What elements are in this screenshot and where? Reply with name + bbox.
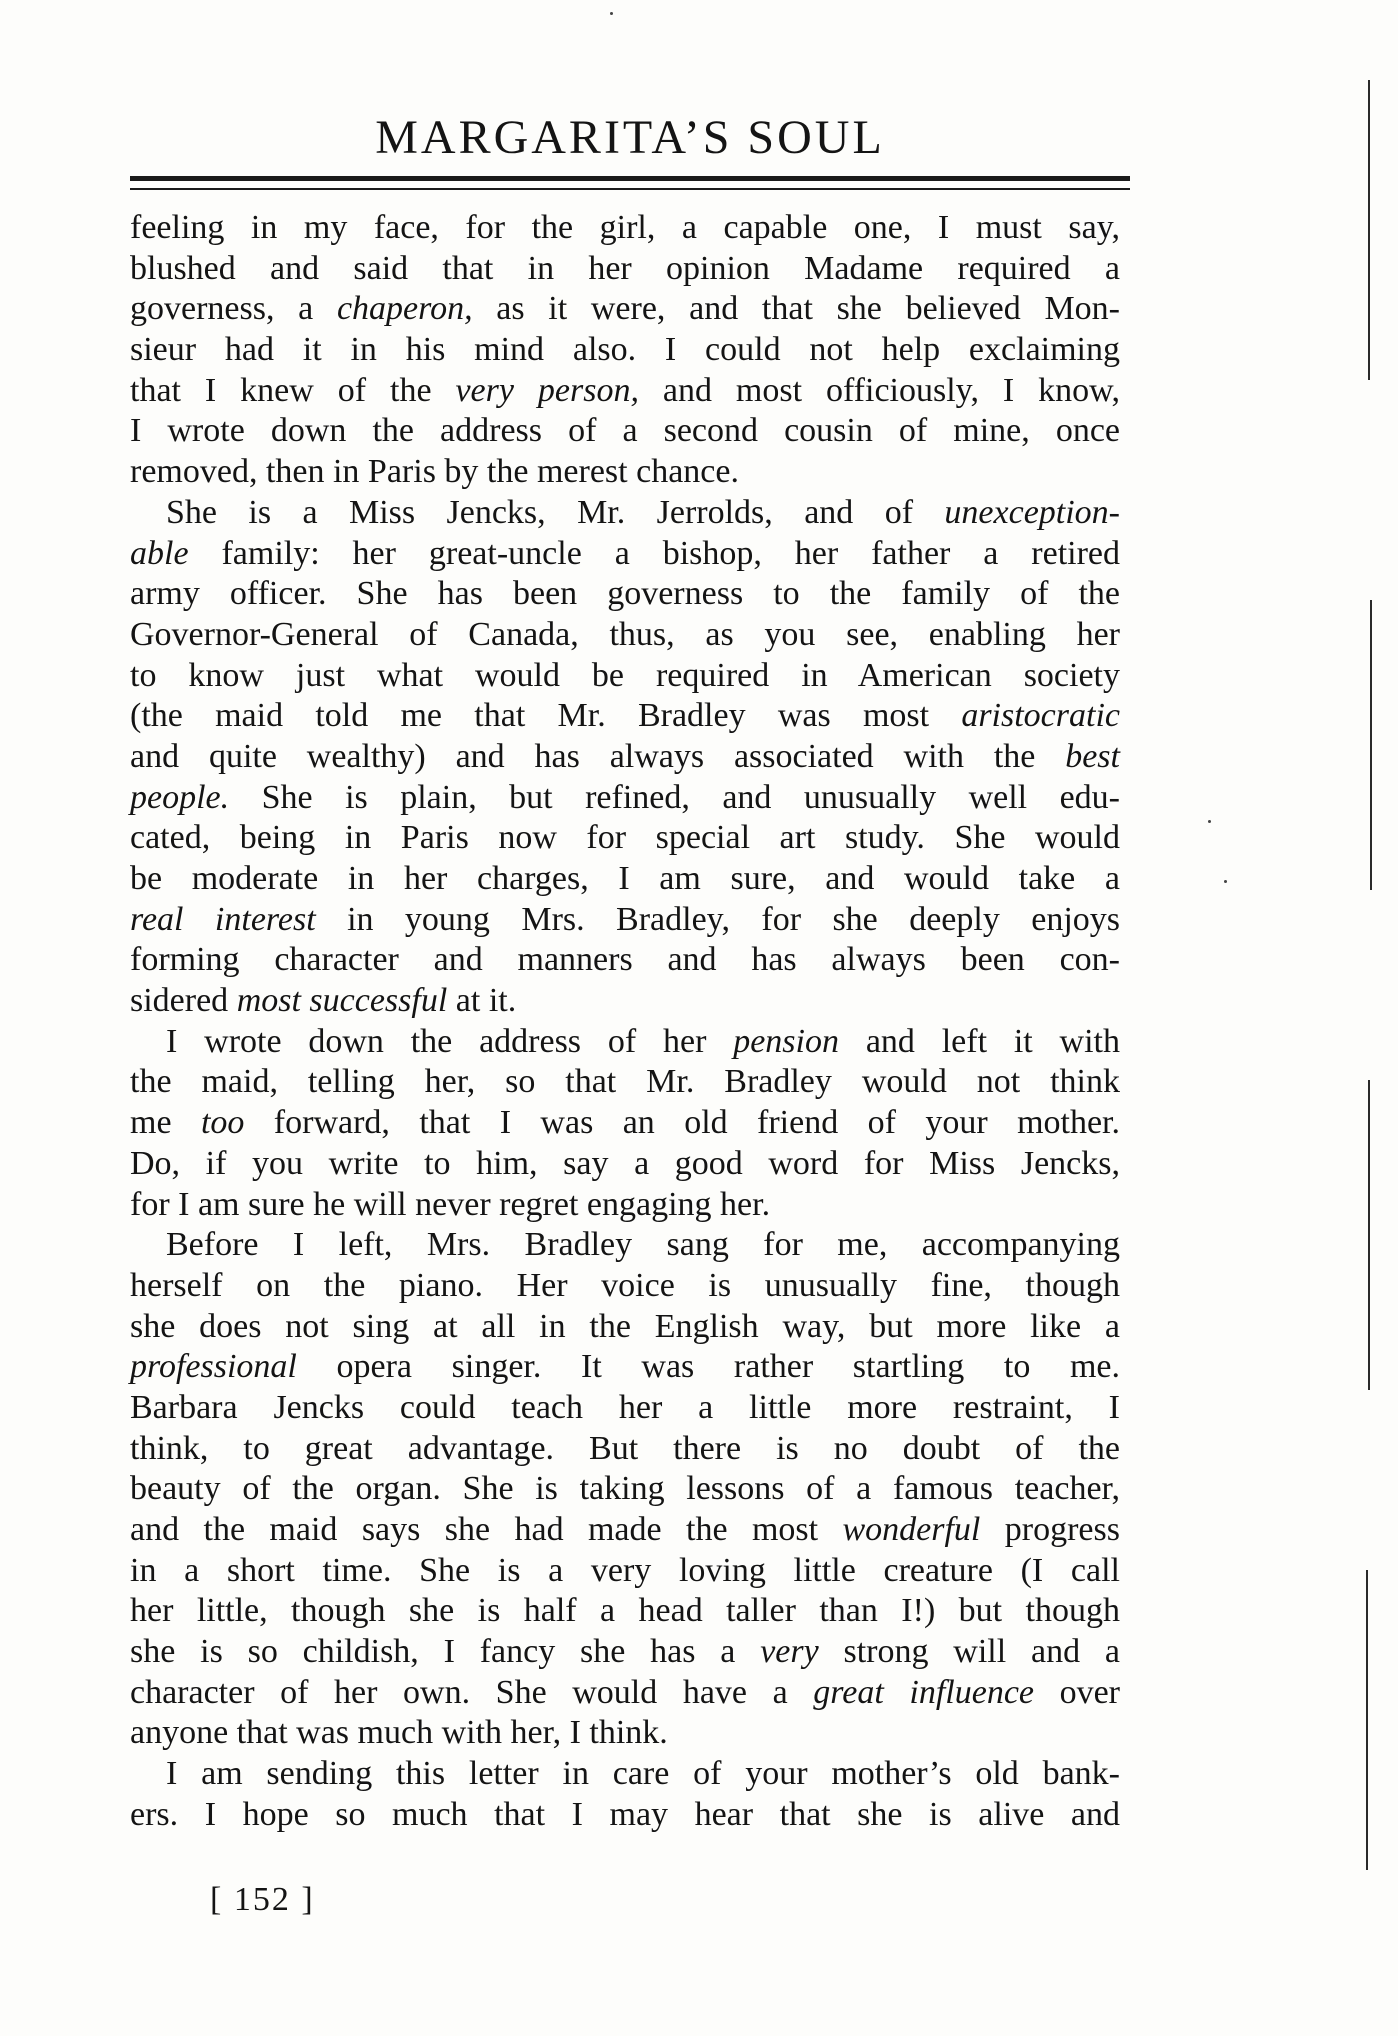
text-line [130,1591,1120,1632]
text-line [130,1347,1120,1388]
italic-text: too [200,1104,245,1142]
text-line [130,615,1120,656]
text-line [130,1754,1120,1795]
text-line [130,1144,1120,1185]
text-span: as it were, and that she believed Mon- [472,290,1120,328]
text-line [130,411,1120,452]
text-line [130,859,1120,900]
text-line [130,981,1120,1022]
text-span: (the maid told me that Mr. Bradley was most [130,697,962,735]
text-line [130,940,1120,981]
text-line [130,208,1120,249]
text-span: removed, then in Paris by the merest chance. [130,453,739,491]
text-line [130,900,1120,941]
text-span: I am sending this letter in care of your mother’s old bank- [166,1755,1120,1793]
text-line [130,249,1120,290]
italic-text: very [760,1633,819,1671]
text-line [130,737,1120,778]
text-span: to know just what would be required in American society [130,656,1120,694]
text-line [130,289,1120,330]
text-span: cated, being in Paris now for special art study. She would [130,819,1120,857]
text-span: governess, a [130,290,337,328]
text-line [130,574,1120,615]
italic-text: pension [733,1022,839,1060]
text-span: Barbara Jencks could teach her a little more restraint, I [130,1388,1120,1426]
text-span: strong will and a [818,1633,1120,1671]
text-span: forming character and manners and has always been con- [130,941,1120,979]
text-span: me [130,1104,201,1142]
italic-text: able [130,534,189,572]
text-span: Do, if you write to him, say a good word for Miss Jencks, [130,1144,1120,1182]
text-span: and quite wealthy) and has always associated with the [130,737,1066,775]
text-span: She is plain, but refined, and unusually well edu- [229,778,1120,816]
text-line [130,1510,1120,1551]
text-span: herself on the piano. Her voice is unusually fine, though [130,1266,1120,1304]
italic-text: people. [130,778,230,816]
italic-text: wonderful [842,1511,981,1548]
text-span: in a short time. She is a very loving little creature (I call [130,1551,1120,1589]
speck [1224,880,1227,883]
header-rule-thin [130,188,1130,190]
italic-text: chaperon, [336,290,473,328]
text-span: opera singer. It was rather startling to me. [296,1348,1120,1386]
text-line [130,330,1120,371]
text-line [130,1266,1120,1307]
text-span: army officer. She has been governess to the family of the [130,575,1120,613]
text-span: blushed and said that in her opinion Madame required a [130,249,1120,287]
text-line [130,534,1120,575]
text-span: She is a Miss Jencks, Mr. Jerrolds, and of [166,493,945,531]
speck [1208,820,1211,823]
text-span: character of her own. She would have a [130,1673,814,1711]
text-line [130,452,1120,493]
text-line [130,371,1120,412]
text-line [130,818,1120,859]
text-line [130,1551,1120,1592]
text-span: at it. [447,982,517,1020]
text-line [130,1429,1120,1470]
text-line [130,1307,1120,1348]
text-line [130,1062,1120,1103]
text-line [130,1632,1120,1673]
text-span: the maid, telling her, so that Mr. Bradley would not think [130,1063,1120,1101]
text-span: ers. I hope so much that I may hear that she is alive and [130,1795,1120,1833]
italic-text: unexception- [944,493,1120,531]
margin-mark [1368,80,1370,380]
text-line [130,1388,1120,1429]
text-span: and left it with [839,1022,1120,1060]
text-span: anyone that was much with her, I think. [130,1714,668,1752]
margin-mark [1366,1570,1368,1870]
text-line [130,1795,1120,1836]
text-span: her little, though she is half a head taller than I!) but though [130,1592,1120,1630]
running-head: MARGARITA’S SOUL [375,111,885,164]
text-span: Governor-General of Canada, thus, as you see, enabling her [130,615,1120,653]
italic-text: very person, [455,371,639,409]
text-span: in young Mrs. Bradley, for she deeply enjoys [315,900,1121,938]
text-line [130,696,1120,737]
text-line [130,1103,1120,1144]
text-span: sidered [130,982,237,1020]
text-span: over [1034,1673,1120,1711]
page-number: [ 152 ] [210,1881,315,1918]
text-span: think, to great advantage. But there is no doubt of the [130,1429,1120,1467]
text-span: Before I left, Mrs. Bradley sang for me, accompanying [166,1226,1120,1264]
body-text [130,208,1120,1836]
text-line [130,778,1120,819]
text-span: for I am sure he will never regret engaging her. [130,1185,771,1223]
header-rule-thick [130,176,1130,181]
text-line [130,1225,1120,1266]
text-line [130,1673,1120,1714]
text-span: feeling in my face, for the girl, a capable one, I must say, [130,209,1120,246]
margin-mark [1368,1080,1370,1390]
italic-text: great influence [813,1673,1034,1711]
text-span: forward, that I was an old friend of your mother. [244,1104,1120,1142]
text-span: she does not sing at all in the English way, but more like a [130,1307,1120,1345]
text-span: sieur had it in his mind also. I could not help exclaiming [130,331,1120,369]
text-span: I wrote down the address of a second cousin of mine, once [130,412,1120,450]
text-line [130,493,1120,534]
text-span: that I knew of the [130,371,456,409]
text-line [130,1185,1120,1226]
text-span: I wrote down the address of her [166,1022,734,1060]
text-span: be moderate in her charges, I am sure, and would take a [130,860,1120,897]
text-span: progress [980,1511,1120,1548]
text-span: and the maid says she had made the most [130,1511,843,1548]
text-span: she is so childish, I fancy she has a [130,1633,761,1671]
italic-text: real interest [130,900,316,938]
text-span: beauty of the organ. She is taking lessons of a famous teacher, [130,1470,1120,1508]
text-line [130,1713,1120,1754]
text-span: and most officiously, I know, [638,371,1120,409]
italic-text: aristocratic [961,697,1120,735]
text-line [130,656,1120,697]
text-line [130,1022,1120,1063]
speck [610,12,613,15]
italic-text: most successful [236,982,448,1020]
italic-text: best [1065,737,1120,775]
text-line [130,1469,1120,1510]
italic-text: professional [130,1348,297,1386]
text-span: family: her great-uncle a bishop, her father a retired [188,534,1120,572]
margin-mark [1370,600,1372,890]
